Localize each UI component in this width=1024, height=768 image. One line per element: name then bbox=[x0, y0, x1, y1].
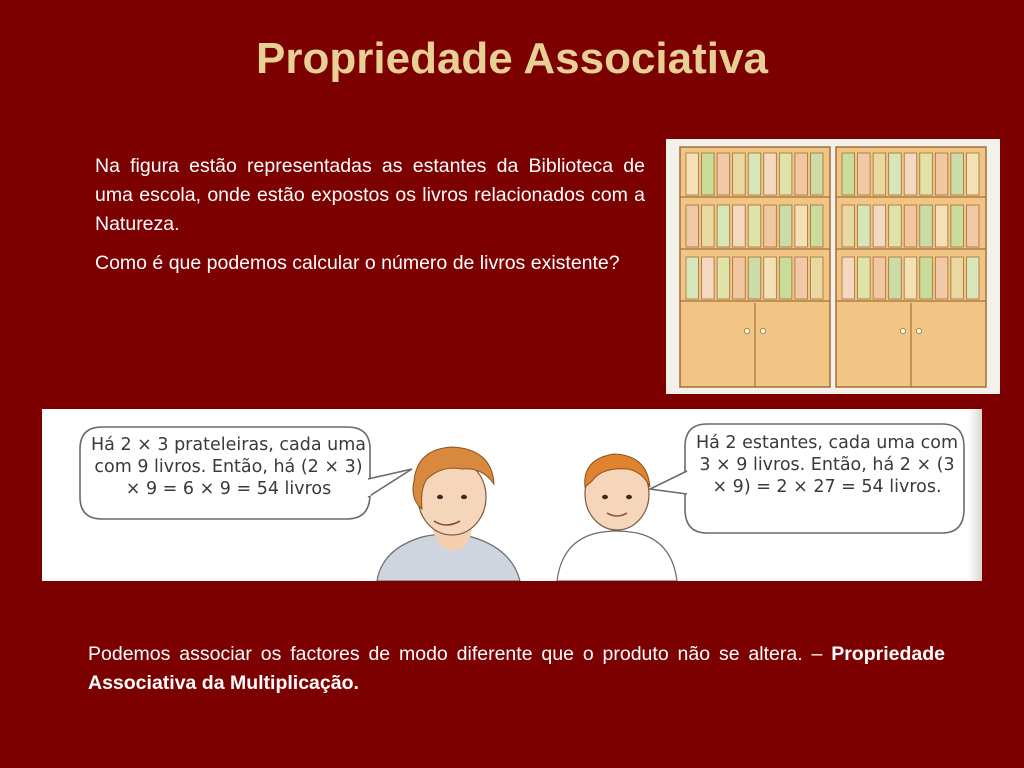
book bbox=[779, 205, 792, 247]
door-knob bbox=[760, 328, 765, 333]
conclusion-text bbox=[88, 640, 945, 698]
door-knob bbox=[900, 328, 905, 333]
book bbox=[920, 153, 933, 195]
book bbox=[904, 205, 917, 247]
book bbox=[966, 205, 979, 247]
book bbox=[873, 205, 886, 247]
book bbox=[717, 257, 730, 299]
book bbox=[702, 205, 715, 247]
book bbox=[889, 257, 902, 299]
book bbox=[966, 257, 979, 299]
speech-bubble-right-text: Há 2 estantes, cada uma com 3 × 9 livros. Então, há 2 × (3 × 9) = 2 × 27 = 54 livros. bbox=[695, 433, 959, 497]
book bbox=[748, 205, 761, 247]
intro-text bbox=[95, 152, 645, 288]
door-knob bbox=[744, 328, 749, 333]
book bbox=[904, 153, 917, 195]
intro-paragraph-1: Na figura estão representadas as estantes da Biblioteca de uma escola, onde estão expostos os livros relacionados com a Natureza. bbox=[95, 155, 645, 235]
comic-panel bbox=[42, 409, 982, 581]
page-title: Propriedade Associativa bbox=[256, 34, 768, 83]
book bbox=[858, 257, 871, 299]
book bbox=[935, 257, 948, 299]
book bbox=[702, 257, 715, 299]
book bbox=[920, 257, 933, 299]
bookshelf-drawing bbox=[666, 139, 1000, 394]
book bbox=[935, 153, 948, 195]
boy-right-illustration bbox=[557, 454, 677, 581]
door-knob bbox=[916, 328, 921, 333]
book bbox=[873, 257, 886, 299]
conclusion-plain: Podemos associar os factores de modo diferente que o produto não se altera. – bbox=[88, 643, 832, 665]
book bbox=[764, 153, 777, 195]
book bbox=[779, 153, 792, 195]
book bbox=[842, 153, 855, 195]
boy-left-illustration bbox=[377, 447, 520, 581]
book bbox=[873, 153, 886, 195]
book bbox=[702, 153, 715, 195]
book bbox=[748, 153, 761, 195]
speech-bubble-right-tail bbox=[650, 471, 687, 494]
book bbox=[686, 153, 699, 195]
page-edge-shadow bbox=[968, 409, 982, 581]
bookshelf-illustration bbox=[666, 139, 1000, 394]
book bbox=[951, 153, 964, 195]
book bbox=[779, 257, 792, 299]
book bbox=[935, 205, 948, 247]
book bbox=[810, 257, 823, 299]
book bbox=[858, 205, 871, 247]
book bbox=[966, 153, 979, 195]
intro-paragraph-2: Como é que podemos calcular o número de livros existente? bbox=[95, 252, 620, 274]
book bbox=[795, 205, 808, 247]
book bbox=[889, 153, 902, 195]
conclusion-bold: Propriedade Associativa da Multiplicação. bbox=[88, 643, 945, 694]
book bbox=[686, 205, 699, 247]
book bbox=[717, 153, 730, 195]
book bbox=[748, 257, 761, 299]
speech-bubble-left-tail bbox=[368, 469, 412, 497]
book bbox=[733, 205, 746, 247]
book bbox=[951, 257, 964, 299]
book bbox=[920, 205, 933, 247]
book bbox=[795, 153, 808, 195]
book bbox=[810, 205, 823, 247]
book bbox=[904, 257, 917, 299]
book bbox=[686, 257, 699, 299]
book bbox=[764, 205, 777, 247]
book bbox=[733, 153, 746, 195]
book bbox=[889, 205, 902, 247]
book bbox=[951, 205, 964, 247]
book bbox=[733, 257, 746, 299]
book bbox=[810, 153, 823, 195]
book bbox=[858, 153, 871, 195]
book bbox=[842, 205, 855, 247]
book bbox=[795, 257, 808, 299]
speech-bubble-left-text: Há 2 × 3 prateleiras, cada uma com 9 livros. Então, há (2 × 3) × 9 = 6 × 9 = 54 livros bbox=[91, 435, 366, 499]
book bbox=[717, 205, 730, 247]
book bbox=[764, 257, 777, 299]
book bbox=[842, 257, 855, 299]
